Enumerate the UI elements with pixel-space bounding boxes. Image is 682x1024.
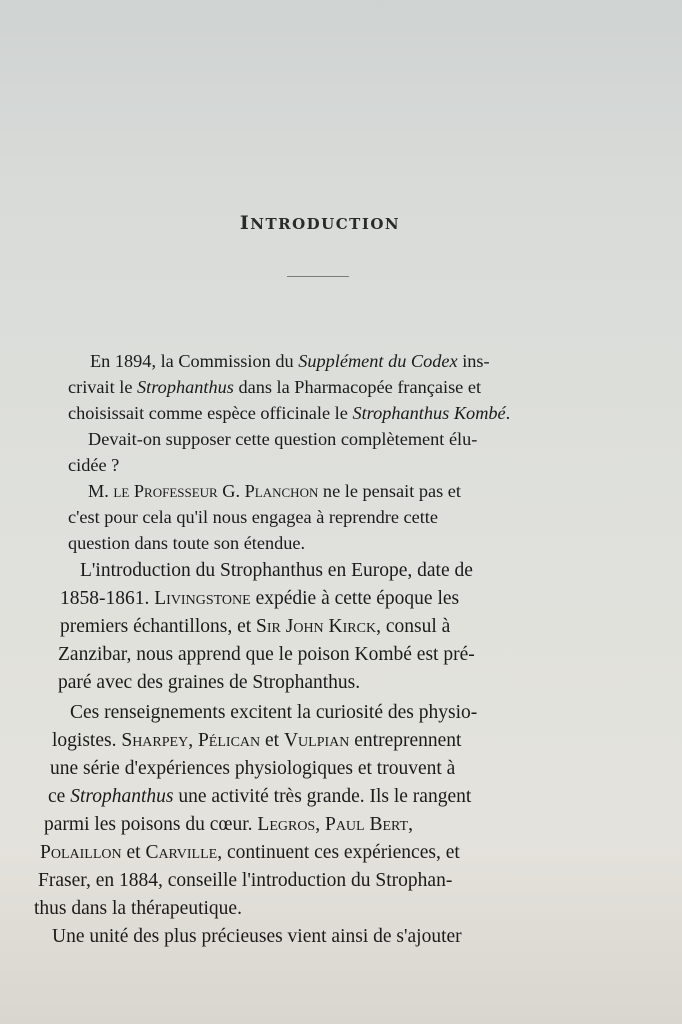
chapter-title-rest: NTRODUCTION bbox=[250, 215, 401, 233]
p1-line-2: crivait le Strophanthus dans la Pharmacopée française et bbox=[68, 377, 482, 397]
p2-line-1: Devait-on supposer cette question complètement élu- bbox=[88, 429, 478, 449]
p2-line-2: cidée ? bbox=[68, 455, 120, 475]
p4-line-4: Zanzibar, nous apprend que le poison Kombé est pré- bbox=[58, 644, 475, 665]
p3-line-2: c'est pour cela qu'il nous engagea à reprendre cette bbox=[68, 507, 438, 527]
p5-line-2: logistes. Sharpey, Pélican et Vulpian entreprennent bbox=[52, 730, 462, 751]
p5-line-8: thus dans la thérapeutique. bbox=[34, 898, 242, 919]
p1-line-1: En 1894, la Commission du Supplément du Codex ins- bbox=[90, 351, 490, 371]
p3-line-3: question dans toute son étendue. bbox=[68, 533, 306, 553]
p4-line-1: L'introduction du Strophanthus en Europe, date de bbox=[80, 560, 473, 581]
p4-line-2: 1858-1861. Livingstone expédie à cette époque les bbox=[60, 588, 460, 609]
p1-line-3: choisissait comme espèce officinale le Strophanthus Kombé. bbox=[68, 403, 511, 423]
chapter-title-initial: I bbox=[239, 212, 251, 234]
p5-line-6: Polaillon et Carville, continuent ces expériences, et bbox=[40, 842, 460, 863]
p5-line-3: une série d'expériences physiologiques et trouvent à bbox=[50, 758, 456, 779]
p5-line-4: ce Strophanthus une activité très grande. Ils le rangent bbox=[48, 786, 472, 807]
p4-line-3: premiers échantillons, et Sir John Kirck, consul à bbox=[60, 616, 451, 637]
title-rule bbox=[287, 276, 349, 277]
p5-line-7: Fraser, en 1884, conseille l'introduction du Strophan- bbox=[38, 870, 453, 891]
chapter-title bbox=[0, 212, 640, 234]
p4-line-5: paré avec des graines de Strophanthus. bbox=[58, 672, 361, 693]
p5-line-5: parmi les poisons du cœur. Legros, Paul Bert, bbox=[44, 814, 413, 835]
p3-line-1: M. le Professeur G. Planchon ne le pensait pas et bbox=[88, 481, 462, 501]
p5-line-1: Ces renseignements excitent la curiosité des physio- bbox=[70, 702, 478, 723]
p6-line-1: Une unité des plus précieuses vient ainsi de s'ajouter bbox=[52, 926, 462, 947]
